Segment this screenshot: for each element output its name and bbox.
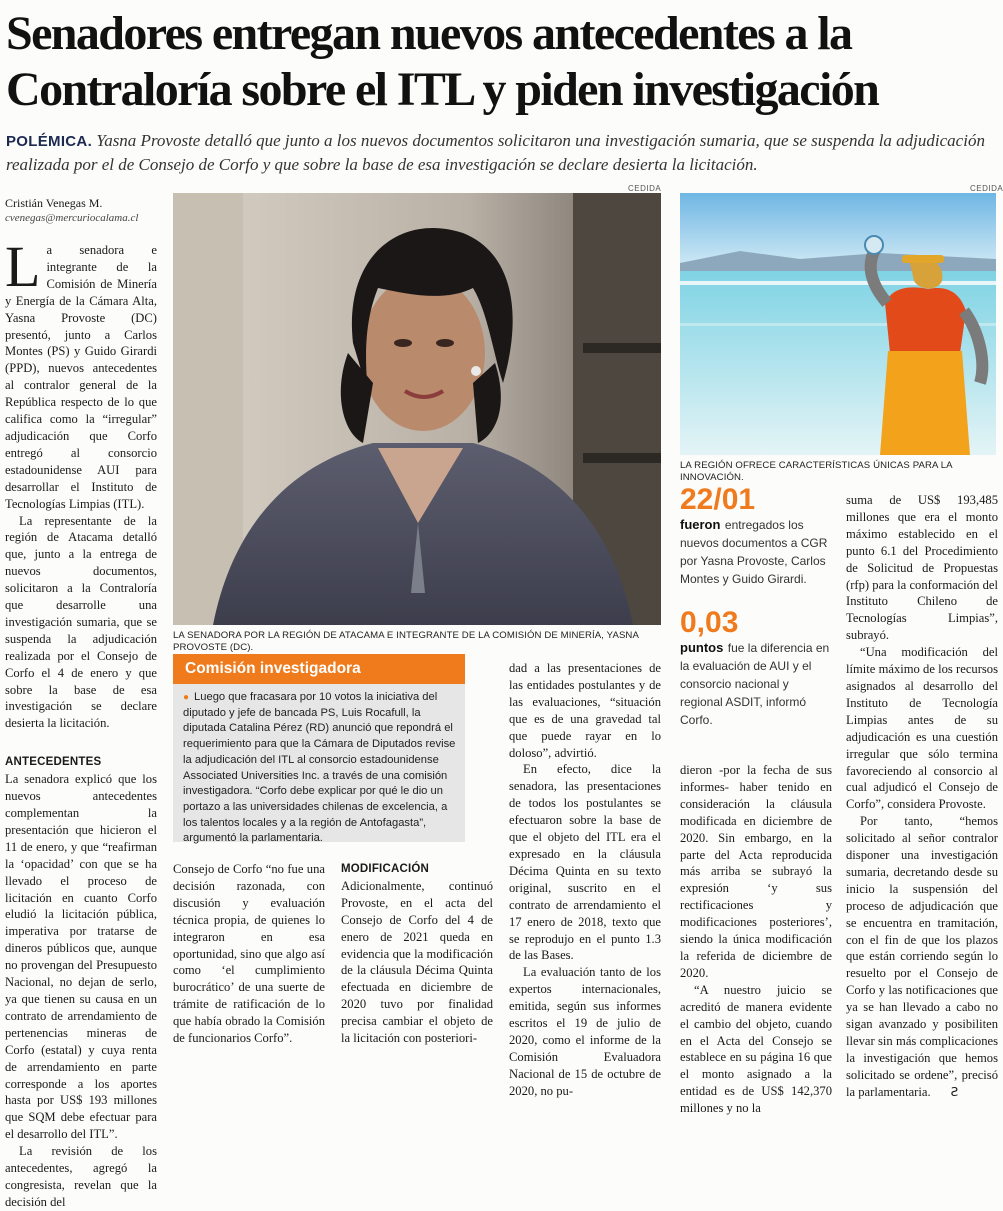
sidebar-box (173, 654, 465, 845)
subheading: ANTECEDENTES (5, 756, 102, 769)
stat-text: fue la diferencia en la evaluación de AUI y el consorcio nacional y regional ASDIT, informó Corfo. (680, 641, 830, 727)
article-column-3 (341, 861, 493, 1047)
stat-number: 0,03 (680, 606, 739, 639)
stat-text: entregados los nuevos documentos a CGR por Yasna Provoste, Carlos Montes y Guido Girardi. (680, 518, 828, 586)
article-column-5 (680, 762, 832, 1117)
lead-label: POLÉMICA. (6, 133, 93, 150)
byline-email[interactable]: cvenegas@mercuriocalama.cl (5, 212, 139, 224)
paragraph: La senadora explicó que los nuevos antecedentes complementan la presentación que hicieron el 11 de enero, y que “reafirman la ‘opacidad’ con que se ha llevado el proceso de licitación en cuanto Corfo eludió la licitación pública, imperativa por tratarse de dineros públicos que, aunque no provengan del Presupuesto Nacional, no dejan de serlo, ya que tienen su causa en un contrato de arrendamiento de pertenencias mineras de Corfo (estatal) y cuya renta de arrendamiento en parte corresponde a los aportes hasta por US$ 193 millones que SQM debe efectuar para el desarrollo del ITL”. (5, 772, 157, 1142)
photo-credit: CEDIDA (970, 184, 1003, 193)
bullet-icon: ● (183, 692, 190, 703)
paragraph: dad a las presentaciones de las entidades postulantes y de las evaluaciones, “situación que es de una gravedad tal que puede rayar en lo doloso”, advirtió. (509, 661, 661, 760)
senator-portrait-image (173, 193, 661, 625)
paragraph: “Una modificación del límite máximo de los recursos asignados al desarrollo del Instituto de Tecnología Limpias antes de su adjudicación es una cuestión irregular que sólo termina favoreciendo al consorcio al cual adjudicó el Consejo de Corfo”, considera Provoste. (846, 645, 998, 812)
headline: Senadores entregan nuevos antecedentes a la Contraloría sobre el ITL y piden investigación (6, 7, 879, 116)
article-column-6 (846, 492, 998, 1101)
paragraph: En efecto, dice la senadora, las presentaciones de todos los postulantes se efectuaron sobre la base de que el objeto del ITL era el expresado en la cláusula Décima Quinta en su texto original, suscrito en el contrato de arrendamiento el 17 enero de 2018, texto que se reprodujo en el punto 1.3 de las Bases. (509, 762, 661, 963)
photo-caption: LA REGIÓN OFRECE CARACTERÍSTICAS ÚNICAS PARA LA INNOVACIÓN. (680, 460, 953, 483)
drop-cap: L (5, 234, 41, 299)
article-column-4 (509, 660, 661, 1100)
paragraph: Adicionalmente, continuó Provoste, en el acta del Consejo de Corfo del 4 de enero de 2021 queda en evidencia que la modificación de la cláusula Décima Quinta efectuada en diciembre de 2020 tuvo por finalidad precisa cambiar el objeto de la licitación con posteriori- (341, 878, 493, 1046)
salar-worker-image (680, 193, 996, 455)
paragraph: dieron -por la fecha de sus informes- haber tenido en consideración la cláusula modificada en diciembre de 2020. Sin embargo, en la parte del Acta reproducida más arriba se subrayó la expresión ‘y sus rectificaciones y modificaciones posteriores’, siendo la única modificación la referida de diciembre de 2020. (680, 763, 832, 980)
lead-text: Yasna Provoste detalló que junto a los nuevos documentos solicitaron una investigación sumaria, que se suspenda la adjudicación realizada por el de Consejo de Corfo y que sobre la base de esa investigación se declare desierta la licitación. (6, 131, 985, 174)
article-column-1 (5, 234, 157, 1211)
photo-credit: CEDIDA (628, 184, 662, 193)
sidebar-box-text: ● Luego que fracasara por 10 votos la iniciativa del diputado y jefe de bancada PS, Luis Rocafull, la diputada Catalina Pérez (RD) anunció que repondrá el requerimiento para que la Cámara de Diputados revise la adjudicación del ITL al consorcio estadounidense Associated Universities Inc. a través de una comisión investigadora. “Corfo debe explicar por qué le dio un portazo a las universidades chilenas de excelencia, a los talentos locales y a la región de Antofagasta”, argumentó la parlamentaria. (183, 691, 456, 845)
end-of-article-icon: Ƨ (950, 1084, 959, 1099)
paragraph: Por tanto, “hemos solicitado al señor contralor disponer una investigación sumaria, decretando desde su inicio la suspensión del proceso de adjudicación que se encuentra en tramitación, con el fin de que los plazos que están corriendo según lo resuelto por el Consejo de Corfo y las notificaciones que ya se han llevado a cabo no sigan avanzado y posibiliten llevar sin más complicaciones la investigación que hemos solicitado se ordene”, precisó la parlamentaria. Ƨ (846, 814, 998, 1099)
stat-keyword: puntos (680, 640, 724, 655)
lead-paragraph (6, 129, 996, 176)
byline (5, 196, 165, 226)
byline-author: Cristián Venegas M. (5, 196, 103, 210)
senator-photo (173, 193, 661, 625)
paragraph: Consejo de Corfo “no fue una decisión razonada, con discusión y evaluación técnica propia, de quienes lo integraron en esa oportunidad, sino que algo así como ‘el cumplimiento burocrático’ de una suerte de trámite de ratificación de lo que había obrado la Comisión de funcionarios Corfo”. (173, 862, 325, 1046)
salar-photo (680, 193, 996, 455)
paragraph: suma de US$ 193,485 millones que era el monto máximo establecido en el punto 6.1 del Procedimiento de Solicitud de Propuestas (rfp) para la conformación del Instituto Chileno de Tecnologías Limpias”, subrayó. (846, 493, 998, 643)
photo-caption: LA SENADORA POR LA REGIÓN DE ATACAMA E INTEGRANTE DE LA COMISIÓN DE MINERÍA, YASNA PROVOSTE (DC). (173, 630, 639, 653)
stat-number: 22/01 (680, 483, 756, 516)
subheading: MODIFICACIÓN (341, 863, 430, 875)
paragraph: La revisión de los antecedentes, agregó la congresista, revelan que la decisión del (5, 1144, 157, 1209)
sidebar-box-title: Comisión investigadora (173, 654, 465, 684)
stat-block (680, 607, 830, 729)
article-column-2 (173, 861, 325, 1047)
stat-keyword: fueron (680, 517, 721, 532)
paragraph: La senadora e integrante de la Comisión de Minería y Energía de la Cámara Alta, Yasna Provoste (DC) presentó, junto a Carlos Montes (PS) y Guido Girardi (PPD), nuevos antecedentes al contralor general de la República respecto de lo que califica como la “irregular” adjudicación que Corfo entregó al consorcio estadounidense AUI para desarrollar el Instituto de Tecnologías Limpias (ITL). (5, 234, 157, 511)
stat-block (680, 484, 830, 588)
paragraph: La representante de la región de Atacama detalló que, junto a la entrega de nuevos documentos, solicitaron a la Contraloría que desarrolle una investigación sumaria, que se suspenda la adjudicación realizada por el Consejo de Corfo el 4 de enero y que sobre la base de esa investigación se declare desierta la licitación. (5, 513, 157, 731)
paragraph: La evaluación tanto de los expertos internacionales, emitida, según sus informes escritos el 19 de julio de 2020, como el informe de la Comisión Evaluadora Nacional de 15 de octubre de 2020, no pu- (509, 965, 661, 1098)
paragraph: “A nuestro juicio se acreditó de manera evidente el cambio del objeto, cuando en el Acta del Consejo se establece en su página 16 que el monto asignado a la entidad es de US$ 142,370 millones y no la (680, 982, 832, 1116)
